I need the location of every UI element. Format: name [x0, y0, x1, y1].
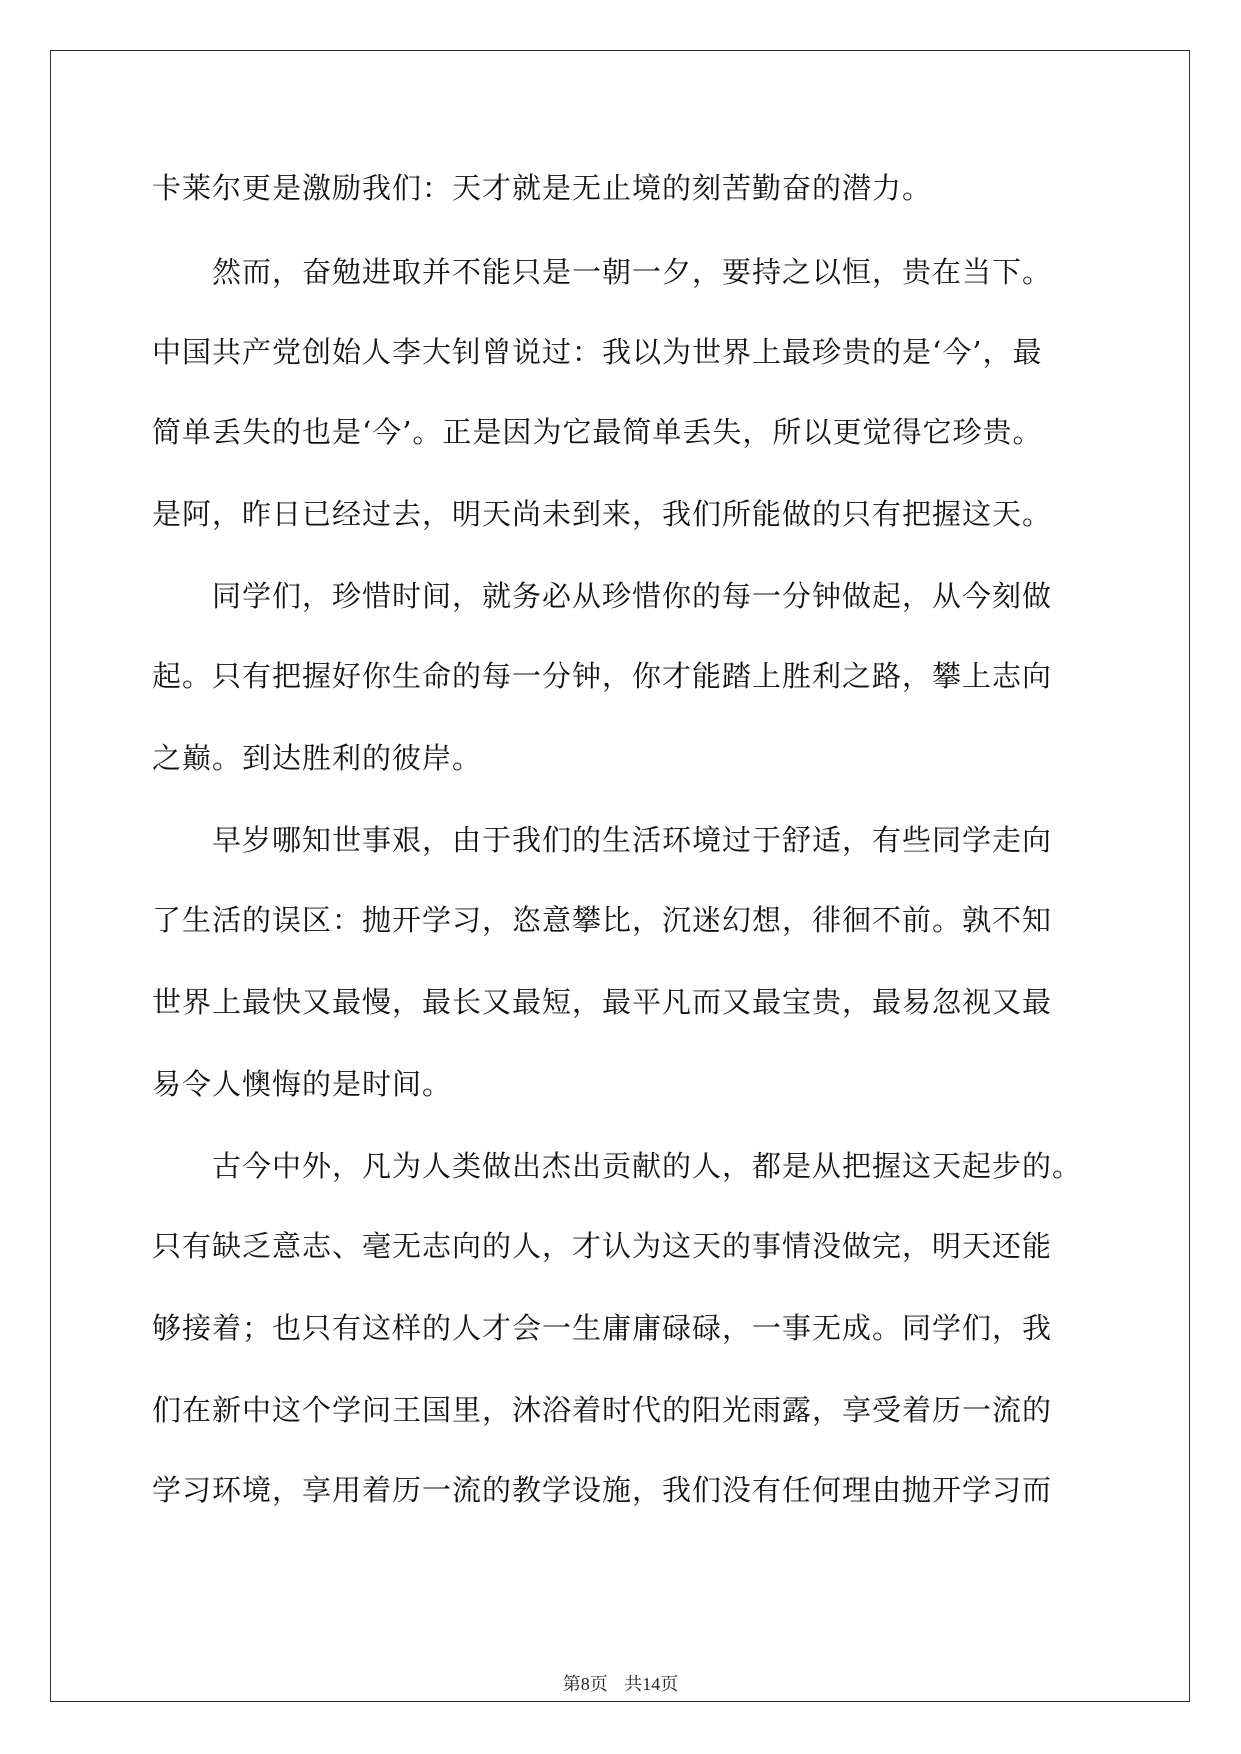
text-line: 起。只有把握好你生命的每一分钟，你才能踏上胜利之路，攀上志向: [152, 659, 1053, 693]
text-line: 之巅。到达胜利的彼岸。: [152, 741, 483, 775]
page-number: 第8页: [562, 1674, 608, 1694]
text-line: 同学们，珍惜时间，就务必从珍惜你的每一分钟做起，从今刻做: [152, 579, 1053, 613]
text-line: 简单丢失的也是‘今’。正是因为它最简单丢失，所以更觉得它珍贵。: [152, 415, 1043, 449]
text-line: 只有缺乏意志、毫无志向的人，才认为这天的事情没做完，明天还能: [152, 1229, 1053, 1263]
page-total: 共14页: [624, 1674, 679, 1694]
page-border: [50, 50, 1190, 1702]
text-line: 然而，奋勉进取并不能只是一朝一夕，要持之以恒，贵在当下。: [152, 255, 1053, 289]
text-line: 了生活的误区：抛开学习，恣意攀比，沉迷幻想，徘徊不前。孰不知: [152, 903, 1053, 937]
text-line: 易令人懊悔的是时间。: [152, 1067, 453, 1101]
page-footer: [0, 1670, 1241, 1696]
text-line: 卡莱尔更是激励我们：天才就是无止境的刻苦勤奋的潜力。: [152, 171, 933, 205]
text-line: 学习环境，享用着历一流的教学设施，我们没有任何理由抛开学习而: [152, 1473, 1053, 1507]
text-line: 们在新中这个学问王国里，沐浴着时代的阳光雨露，享受着历一流的: [152, 1393, 1053, 1427]
text-line: 中国共产党创始人李大钊曾说过：我以为世界上最珍贵的是‘今’，最: [152, 335, 1043, 369]
text-line: 世界上最快又最慢，最长又最短，最平凡而又最宝贵，最易忽视又最: [152, 985, 1053, 1019]
text-line: 够接着；也只有这样的人才会一生庸庸碌碌，一事无成。同学们，我: [152, 1311, 1053, 1345]
text-line: 早岁哪知世事艰，由于我们的生活环境过于舒适，有些同学走向: [152, 823, 1053, 857]
text-line: 是阿，昨日已经过去，明天尚未到来，我们所能做的只有把握这天。: [152, 497, 1053, 531]
text-line: 古今中外，凡为人类做出杰出贡献的人，都是从把握这天起步的。: [152, 1149, 1083, 1183]
